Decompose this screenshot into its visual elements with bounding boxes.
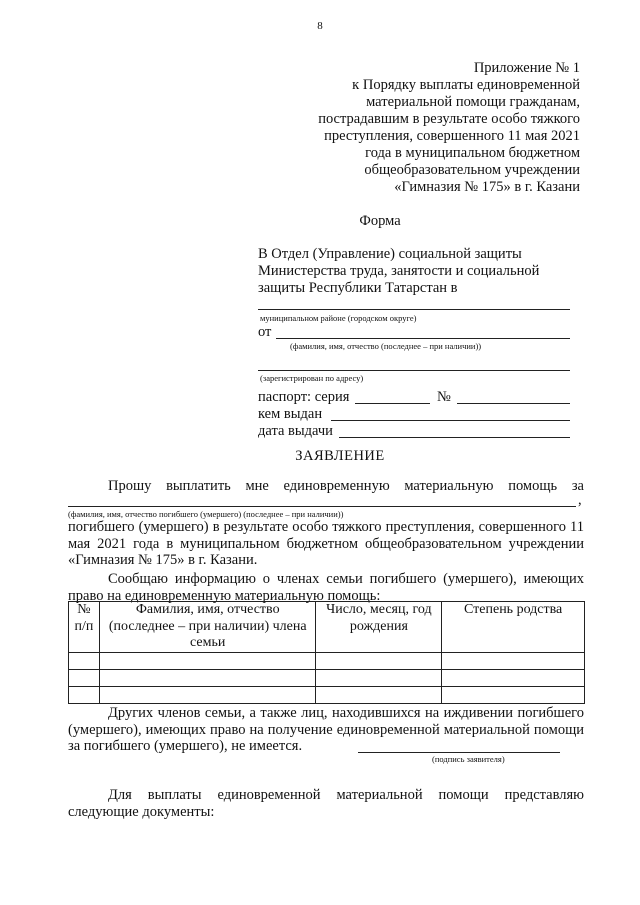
table-cell[interactable]	[316, 652, 442, 669]
appendix-line: к Порядку выплаты единовременной	[352, 77, 580, 93]
deceased-name-caption: (фамилия, имя, отчество погибшего (умершего) (последнее – при наличии))	[68, 509, 344, 519]
district-field-line[interactable]	[258, 309, 570, 310]
address-caption: (зарегистрирован по адресу)	[260, 373, 364, 383]
appendix-header	[280, 60, 580, 196]
table-cell[interactable]	[99, 686, 316, 703]
header-birth-date: Число, месяц, год рождения	[316, 602, 442, 653]
applicant-signature-line[interactable]	[358, 752, 560, 753]
table-row	[69, 652, 585, 669]
appendix-line: «Гимназия № 175» в г. Казани	[394, 179, 580, 195]
passport-series-field-line[interactable]	[355, 403, 430, 404]
appendix-line: года в муниципальном бюджетном	[365, 145, 580, 161]
request-body: погибшего (умершего) в результате особо тяжкого преступления, совершенного 11 мая 2021 года в муниципальном бюджетном общеобразовательном учреждении «Гимназия № 175» в г. Казани.	[68, 519, 584, 568]
documents-intro: Для выплаты единовременной материальной помощи представляю следующие документы:	[68, 787, 584, 820]
appendix-line: материальной помощи гражданам,	[366, 94, 580, 110]
appendix-line: Приложение № 1	[473, 60, 580, 76]
request-comma: ,	[578, 492, 582, 508]
table-cell[interactable]	[442, 669, 585, 686]
table-cell[interactable]	[99, 652, 316, 669]
appendix-line: общеобразовательном учреждении	[364, 162, 580, 178]
document-title: ЗАЯВЛЕНИЕ	[295, 448, 385, 464]
family-members-table	[68, 601, 585, 704]
district-caption: муниципальном районе (городском округе)	[260, 313, 417, 323]
passport-series-label: паспорт: серия	[258, 389, 350, 405]
header-number: № п/п	[69, 602, 100, 653]
table-cell[interactable]	[442, 652, 585, 669]
table-header-row	[69, 602, 585, 653]
header-relationship: Степень родства	[442, 602, 585, 653]
deceased-name-field-line[interactable]	[68, 506, 576, 507]
issue-date-label: дата выдачи	[258, 423, 333, 439]
passport-number-field-line[interactable]	[457, 403, 570, 404]
table-cell[interactable]	[442, 686, 585, 703]
page-number: 8	[317, 20, 323, 32]
form-label: Форма	[359, 213, 401, 229]
family-intro: Сообщаю информацию о членах семьи погибшего (умершего), имеющих право на единовременную материальную помощь:	[68, 571, 584, 604]
appendix-line: преступления, совершенного 11 мая 2021	[324, 128, 580, 144]
from-label: от	[258, 324, 272, 340]
addressee-line: Министерства труда, занятости и социальной	[258, 263, 540, 279]
table-row	[69, 669, 585, 686]
table-cell[interactable]	[316, 669, 442, 686]
table-cell[interactable]	[69, 652, 100, 669]
table-cell[interactable]	[69, 686, 100, 703]
applicant-name-field-line[interactable]	[276, 338, 570, 339]
issued-by-label: кем выдан	[258, 406, 323, 422]
header-full-name: Фамилия, имя, отчество (последнее – при наличии) члена семьи	[99, 602, 316, 653]
appendix-line: пострадавшим в результате особо тяжкого	[318, 111, 580, 127]
addressee-block	[258, 246, 588, 297]
table-cell[interactable]	[69, 669, 100, 686]
table-cell[interactable]	[316, 686, 442, 703]
issued-by-field-line[interactable]	[331, 420, 570, 421]
table-row	[69, 686, 585, 703]
request-first-line: Прошу выплатить мне единовременную материальную помощь за	[108, 478, 584, 494]
table-cell[interactable]	[99, 669, 316, 686]
addressee-line: защиты Республики Татарстан в	[258, 280, 458, 296]
issue-date-field-line[interactable]	[339, 437, 570, 438]
applicant-name-caption: (фамилия, имя, отчество (последнее – при наличии))	[290, 341, 482, 351]
signature-caption: (подпись заявителя)	[432, 754, 505, 764]
no-other-members-statement: Других членов семьи, а также лиц, находившихся на иждивении погибшего (умершего), имеющих право на получение единовременной материальной помощи за погибшего (умершего), не имеется.	[68, 705, 584, 754]
passport-number-label: №	[437, 389, 451, 405]
addressee-line: В Отдел (Управление) социальной защиты	[258, 246, 522, 262]
address-field-line[interactable]	[258, 370, 570, 371]
